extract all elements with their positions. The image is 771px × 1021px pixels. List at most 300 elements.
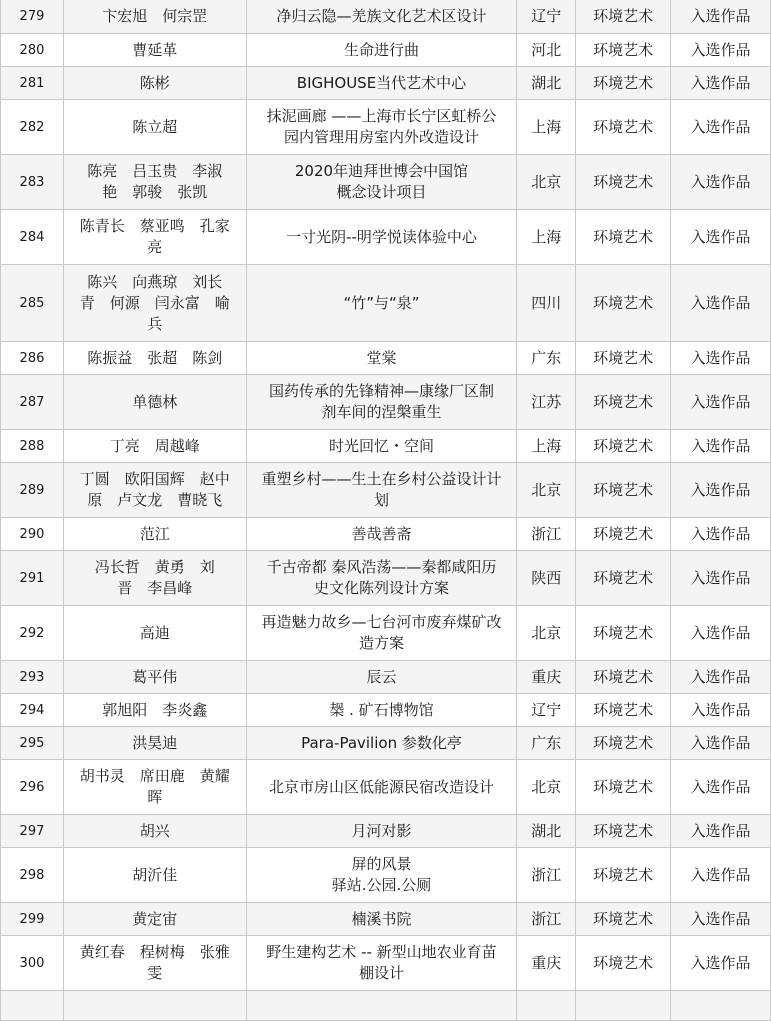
work-title-line: 椝 . 矿石博物馆 xyxy=(329,700,434,719)
author-line: 郭旭阳 李炎鑫 xyxy=(102,700,208,719)
category-text: 环境艺术 xyxy=(593,733,654,752)
row-number-text: 295 xyxy=(19,735,45,751)
status-cell xyxy=(671,34,771,67)
work-title-cell xyxy=(246,661,517,694)
work-title-cell xyxy=(246,760,517,815)
author-line: 陈青长 蔡亚鸣 孔家 xyxy=(79,217,230,235)
status-text: 入选作品 xyxy=(690,953,751,972)
authors-cell xyxy=(63,430,246,463)
region-cell xyxy=(517,991,576,1021)
table-row xyxy=(1,375,771,430)
work-title-line: 一寸光阴--明学悦读体验中心 xyxy=(286,227,477,246)
status-cell xyxy=(671,661,771,694)
work-title-line: 概念设计项目 xyxy=(336,183,427,201)
work-title-cell xyxy=(246,67,517,100)
authors-cell xyxy=(63,67,246,100)
status-cell xyxy=(671,265,771,342)
status-cell xyxy=(671,342,771,375)
category-cell xyxy=(576,342,671,375)
work-title-line: 屏的风景 xyxy=(351,855,412,873)
status-text: 入选作品 xyxy=(690,172,751,191)
category-cell xyxy=(576,694,671,727)
region-text: 陕西 xyxy=(531,568,562,587)
status-text: 入选作品 xyxy=(690,348,751,367)
work-title-cell xyxy=(246,265,517,342)
status-cell xyxy=(671,727,771,760)
category-cell xyxy=(576,903,671,936)
row-number-text: 297 xyxy=(19,823,45,839)
row-number xyxy=(1,815,64,848)
row-number xyxy=(1,694,64,727)
region-cell xyxy=(517,694,576,727)
table-row xyxy=(1,155,771,210)
authors-cell xyxy=(63,815,246,848)
status-cell xyxy=(671,551,771,606)
status-text: 入选作品 xyxy=(690,821,751,840)
author-line: 陈兴 向燕琼 刘长 xyxy=(87,272,223,291)
row-number xyxy=(1,760,64,815)
status-cell xyxy=(671,463,771,518)
author-line: 范江 xyxy=(139,524,170,543)
work-title-line: 堂棠 xyxy=(366,348,397,367)
work-title-line: 生命进行曲 xyxy=(343,40,419,59)
work-title-cell xyxy=(246,155,517,210)
row-number-text: 279 xyxy=(19,8,45,24)
row-number xyxy=(1,100,64,155)
region-cell xyxy=(517,430,576,463)
status-text: 入选作品 xyxy=(690,6,751,25)
authors-cell xyxy=(63,991,246,1021)
region-cell xyxy=(517,342,576,375)
table-row xyxy=(1,210,771,265)
status-text: 入选作品 xyxy=(690,40,751,59)
region-cell xyxy=(517,0,576,34)
region-text: 北京 xyxy=(531,172,562,191)
status-cell xyxy=(671,694,771,727)
work-title-line: 2020年迪拜世博会中国馆 xyxy=(294,162,469,180)
category-text: 环境艺术 xyxy=(593,777,654,796)
row-number-text: 300 xyxy=(19,955,45,971)
status-cell xyxy=(671,848,771,903)
category-text: 环境艺术 xyxy=(593,700,654,719)
category-cell xyxy=(576,0,671,34)
status-text: 入选作品 xyxy=(690,117,751,136)
category-cell xyxy=(576,936,671,991)
work-title-line: 北京市房山区低能源民宿改造设计 xyxy=(268,777,494,796)
status-text: 入选作品 xyxy=(690,227,751,246)
author-line: 原 卢文龙 曹晓飞 xyxy=(87,491,223,509)
row-number-text: 293 xyxy=(19,669,45,685)
authors-cell xyxy=(63,463,246,518)
table-row xyxy=(1,430,771,463)
author-line: 胡兴 xyxy=(139,821,170,840)
authors-cell xyxy=(63,265,246,342)
row-number xyxy=(1,727,64,760)
author-line: 冯长哲 黄勇 刘 xyxy=(94,558,215,576)
author-line: 陈立超 xyxy=(132,117,178,136)
status-text: 入选作品 xyxy=(690,667,751,686)
table-row xyxy=(1,661,771,694)
category-cell xyxy=(576,661,671,694)
region-text: 四川 xyxy=(531,293,562,312)
region-text: 河北 xyxy=(531,40,562,59)
table-row xyxy=(1,848,771,903)
work-title-line: 驿站.公园.公厕 xyxy=(331,876,432,894)
region-cell xyxy=(517,606,576,661)
row-number-text: 294 xyxy=(19,702,45,718)
region-cell xyxy=(517,760,576,815)
table-row xyxy=(1,760,771,815)
authors-cell xyxy=(63,760,246,815)
work-title-line: 辰云 xyxy=(366,667,397,686)
region-cell xyxy=(517,67,576,100)
row-number-text: 290 xyxy=(19,526,45,542)
row-number xyxy=(1,661,64,694)
region-text: 辽宁 xyxy=(531,700,562,719)
work-title-cell xyxy=(246,848,517,903)
table-row xyxy=(1,67,771,100)
category-text: 环境艺术 xyxy=(593,348,654,367)
work-title-line: 剂车间的涅槃重生 xyxy=(321,403,442,421)
region-text: 上海 xyxy=(531,227,562,246)
status-cell xyxy=(671,903,771,936)
category-cell xyxy=(576,848,671,903)
status-text: 入选作品 xyxy=(690,568,751,587)
category-cell xyxy=(576,463,671,518)
category-cell xyxy=(576,34,671,67)
row-number-text: 298 xyxy=(19,867,45,883)
authors-cell xyxy=(63,727,246,760)
category-text: 环境艺术 xyxy=(593,436,654,455)
author-line: 青 何源 闫永富 喻 xyxy=(79,293,230,312)
table-row xyxy=(1,606,771,661)
row-number xyxy=(1,936,64,991)
row-number xyxy=(1,34,64,67)
work-title-line: 善哉善斋 xyxy=(351,524,412,543)
table-row xyxy=(1,518,771,551)
row-number-text: 282 xyxy=(19,119,45,135)
author-line: 曹延革 xyxy=(132,40,178,59)
status-text: 入选作品 xyxy=(690,73,751,92)
region-cell xyxy=(517,34,576,67)
work-title-cell xyxy=(246,518,517,551)
category-cell xyxy=(576,760,671,815)
status-cell xyxy=(671,210,771,265)
status-text: 入选作品 xyxy=(690,700,751,719)
status-cell xyxy=(671,430,771,463)
row-number xyxy=(1,155,64,210)
category-text: 环境艺术 xyxy=(593,821,654,840)
status-text: 入选作品 xyxy=(690,865,751,884)
region-text: 广东 xyxy=(531,348,562,367)
region-cell xyxy=(517,210,576,265)
category-text: 环境艺术 xyxy=(593,117,654,136)
table-row xyxy=(1,265,771,342)
region-cell xyxy=(517,155,576,210)
work-title-line: 重塑乡村——生土在乡村公益设计计 xyxy=(261,470,502,488)
status-cell xyxy=(671,518,771,551)
row-number xyxy=(1,375,64,430)
author-line: 卞宏旭 何宗罡 xyxy=(102,6,208,25)
authors-cell xyxy=(63,606,246,661)
work-title-line: Para-Pavilion 参数化亭 xyxy=(301,733,462,752)
region-text: 北京 xyxy=(531,777,562,796)
row-number-text: 296 xyxy=(19,779,45,795)
region-cell xyxy=(517,661,576,694)
row-number xyxy=(1,265,64,342)
author-line: 陈振益 张超 陈剑 xyxy=(87,348,223,367)
category-cell xyxy=(576,518,671,551)
table-row xyxy=(1,100,771,155)
region-cell xyxy=(517,727,576,760)
region-text: 重庆 xyxy=(531,953,562,972)
work-title-line: 净归云隐—羌族文化艺术区设计 xyxy=(276,6,487,25)
region-cell xyxy=(517,463,576,518)
region-text: 浙江 xyxy=(531,909,562,928)
category-cell xyxy=(576,265,671,342)
status-text: 入选作品 xyxy=(690,293,751,312)
work-title-line: 楠溪书院 xyxy=(351,909,412,928)
category-cell xyxy=(576,815,671,848)
region-text: 江苏 xyxy=(531,392,562,411)
row-number xyxy=(1,551,64,606)
authors-cell xyxy=(63,551,246,606)
region-cell xyxy=(517,375,576,430)
table-row xyxy=(1,342,771,375)
work-title-cell xyxy=(246,34,517,67)
region-text: 上海 xyxy=(531,436,562,455)
status-cell xyxy=(671,606,771,661)
work-title-cell xyxy=(246,606,517,661)
row-number-text: 286 xyxy=(19,350,45,366)
author-line: 陈亮 吕玉贵 李淑 xyxy=(87,162,223,180)
category-cell xyxy=(576,375,671,430)
table-row xyxy=(1,991,771,1021)
row-number xyxy=(1,463,64,518)
table-row xyxy=(1,551,771,606)
row-number xyxy=(1,210,64,265)
status-cell xyxy=(671,67,771,100)
status-cell xyxy=(671,375,771,430)
status-text: 入选作品 xyxy=(690,909,751,928)
authors-cell xyxy=(63,661,246,694)
authors-cell xyxy=(63,518,246,551)
region-cell xyxy=(517,936,576,991)
status-cell xyxy=(671,815,771,848)
table-row xyxy=(1,936,771,991)
category-text: 环境艺术 xyxy=(593,909,654,928)
author-line: 葛平伟 xyxy=(132,667,178,686)
work-title-line: 棚设计 xyxy=(358,964,404,982)
table-row xyxy=(1,815,771,848)
status-cell xyxy=(671,936,771,991)
row-number-text: 299 xyxy=(19,911,45,927)
region-text: 辽宁 xyxy=(531,6,562,25)
table-row xyxy=(1,727,771,760)
work-title-line: 造方案 xyxy=(358,634,404,652)
work-title-line: 史文化陈列设计方案 xyxy=(313,579,449,597)
author-line: 雯 xyxy=(147,964,163,982)
category-cell xyxy=(576,727,671,760)
category-cell xyxy=(576,100,671,155)
region-cell xyxy=(517,100,576,155)
author-line: 胡书灵 席田鹿 黄耀 xyxy=(79,767,230,785)
row-number xyxy=(1,430,64,463)
work-title-line: 国药传承的先锋精神—康缘厂区制 xyxy=(268,382,494,400)
work-title-cell xyxy=(246,815,517,848)
work-title-cell xyxy=(246,210,517,265)
authors-cell xyxy=(63,210,246,265)
region-cell xyxy=(517,265,576,342)
category-cell xyxy=(576,551,671,606)
category-cell xyxy=(576,430,671,463)
work-title-line: 时光回忆・空间 xyxy=(328,436,434,455)
authors-cell xyxy=(63,848,246,903)
work-title-cell xyxy=(246,694,517,727)
work-title-cell xyxy=(246,903,517,936)
row-number xyxy=(1,848,64,903)
region-text: 北京 xyxy=(531,480,562,499)
work-title-cell xyxy=(246,375,517,430)
work-title-cell xyxy=(246,0,517,34)
table-row xyxy=(1,694,771,727)
author-line: 单德林 xyxy=(132,392,178,411)
region-text: 湖北 xyxy=(531,73,562,92)
status-text: 入选作品 xyxy=(690,733,751,752)
row-number xyxy=(1,67,64,100)
row-number-text: 280 xyxy=(19,42,45,58)
region-text: 重庆 xyxy=(531,667,562,686)
region-cell xyxy=(517,903,576,936)
work-title-line: BIGHOUSE当代艺术中心 xyxy=(296,73,467,92)
category-text: 环境艺术 xyxy=(593,480,654,499)
category-text: 环境艺术 xyxy=(593,667,654,686)
row-number-text: 284 xyxy=(19,229,45,245)
region-text: 湖北 xyxy=(531,821,562,840)
authors-cell xyxy=(63,375,246,430)
work-title-cell xyxy=(246,727,517,760)
region-text: 上海 xyxy=(531,117,562,136)
region-text: 北京 xyxy=(531,623,562,642)
category-text: 环境艺术 xyxy=(593,568,654,587)
authors-cell xyxy=(63,903,246,936)
category-text: 环境艺术 xyxy=(593,40,654,59)
row-number-text: 289 xyxy=(19,482,45,498)
work-title-line: “竹”与“泉” xyxy=(343,293,420,312)
authors-cell xyxy=(63,342,246,375)
category-text: 环境艺术 xyxy=(593,172,654,191)
row-number xyxy=(1,342,64,375)
work-title-cell xyxy=(246,430,517,463)
category-text: 环境艺术 xyxy=(593,73,654,92)
work-title-cell xyxy=(246,991,517,1021)
work-title-line: 千古帝都 秦风浩荡——秦都咸阳历 xyxy=(266,558,497,576)
author-line: 胡沂佳 xyxy=(132,865,178,884)
category-text: 环境艺术 xyxy=(593,392,654,411)
work-title-line: 园内管理用房室内外改造设计 xyxy=(283,128,479,146)
row-number-text: 287 xyxy=(19,394,45,410)
work-title-cell xyxy=(246,342,517,375)
table-row xyxy=(1,463,771,518)
row-number-text: 283 xyxy=(19,174,45,190)
status-cell xyxy=(671,760,771,815)
work-title-cell xyxy=(246,463,517,518)
author-line: 陈彬 xyxy=(139,73,170,92)
category-cell xyxy=(576,155,671,210)
work-title-line: 野生建构艺术 -- 新型山地农业育苗 xyxy=(266,943,497,961)
status-text: 入选作品 xyxy=(690,480,751,499)
category-text: 环境艺术 xyxy=(593,293,654,312)
work-title-line: 划 xyxy=(373,491,389,509)
status-text: 入选作品 xyxy=(690,436,751,455)
region-text: 广东 xyxy=(531,733,562,752)
category-text: 环境艺术 xyxy=(593,623,654,642)
status-cell xyxy=(671,155,771,210)
status-text: 入选作品 xyxy=(690,623,751,642)
row-number xyxy=(1,518,64,551)
region-text: 浙江 xyxy=(531,865,562,884)
work-title-cell xyxy=(246,936,517,991)
author-line: 高迪 xyxy=(139,623,170,642)
work-title-line: 月河对影 xyxy=(351,821,412,840)
category-text: 环境艺术 xyxy=(593,524,654,543)
status-cell xyxy=(671,991,771,1021)
region-cell xyxy=(517,815,576,848)
work-title-cell xyxy=(246,551,517,606)
author-line: 晋 李昌峰 xyxy=(117,579,193,597)
authors-cell xyxy=(63,100,246,155)
status-cell xyxy=(671,0,771,34)
author-line: 艳 郭骏 张凯 xyxy=(102,183,208,201)
author-line: 亮 xyxy=(147,238,163,256)
authors-cell xyxy=(63,155,246,210)
region-cell xyxy=(517,551,576,606)
authors-cell xyxy=(63,694,246,727)
status-text: 入选作品 xyxy=(690,777,751,796)
work-title-cell xyxy=(246,100,517,155)
region-cell xyxy=(517,518,576,551)
authors-cell xyxy=(63,936,246,991)
region-text: 浙江 xyxy=(531,524,562,543)
row-number-text: 285 xyxy=(19,295,45,311)
row-number xyxy=(1,903,64,936)
category-text: 环境艺术 xyxy=(593,6,654,25)
work-title-line: 再造魅力故乡—七台河市废弃煤矿改 xyxy=(261,613,502,631)
category-text: 环境艺术 xyxy=(593,227,654,246)
table-row xyxy=(1,903,771,936)
author-line: 晖 xyxy=(147,788,163,806)
author-line: 丁圆 欧阳国辉 赵中 xyxy=(79,470,230,488)
row-number-text: 288 xyxy=(19,438,45,454)
authors-cell xyxy=(63,0,246,34)
status-text: 入选作品 xyxy=(690,392,751,411)
category-cell xyxy=(576,606,671,661)
row-number xyxy=(1,0,64,34)
work-title-line: 抹泥画廊 ——上海市长宁区虹桥公 xyxy=(266,107,497,125)
author-line: 黄定宙 xyxy=(132,909,178,928)
author-line: 丁亮 周越峰 xyxy=(109,436,200,455)
author-line: 洪昊迪 xyxy=(132,733,178,752)
category-cell xyxy=(576,991,671,1021)
row-number xyxy=(1,606,64,661)
row-number-text: 291 xyxy=(19,570,45,586)
authors-cell xyxy=(63,34,246,67)
row-number-text: 292 xyxy=(19,625,45,641)
category-cell xyxy=(576,67,671,100)
table-row xyxy=(1,34,771,67)
category-cell xyxy=(576,210,671,265)
author-line: 兵 xyxy=(147,314,163,333)
